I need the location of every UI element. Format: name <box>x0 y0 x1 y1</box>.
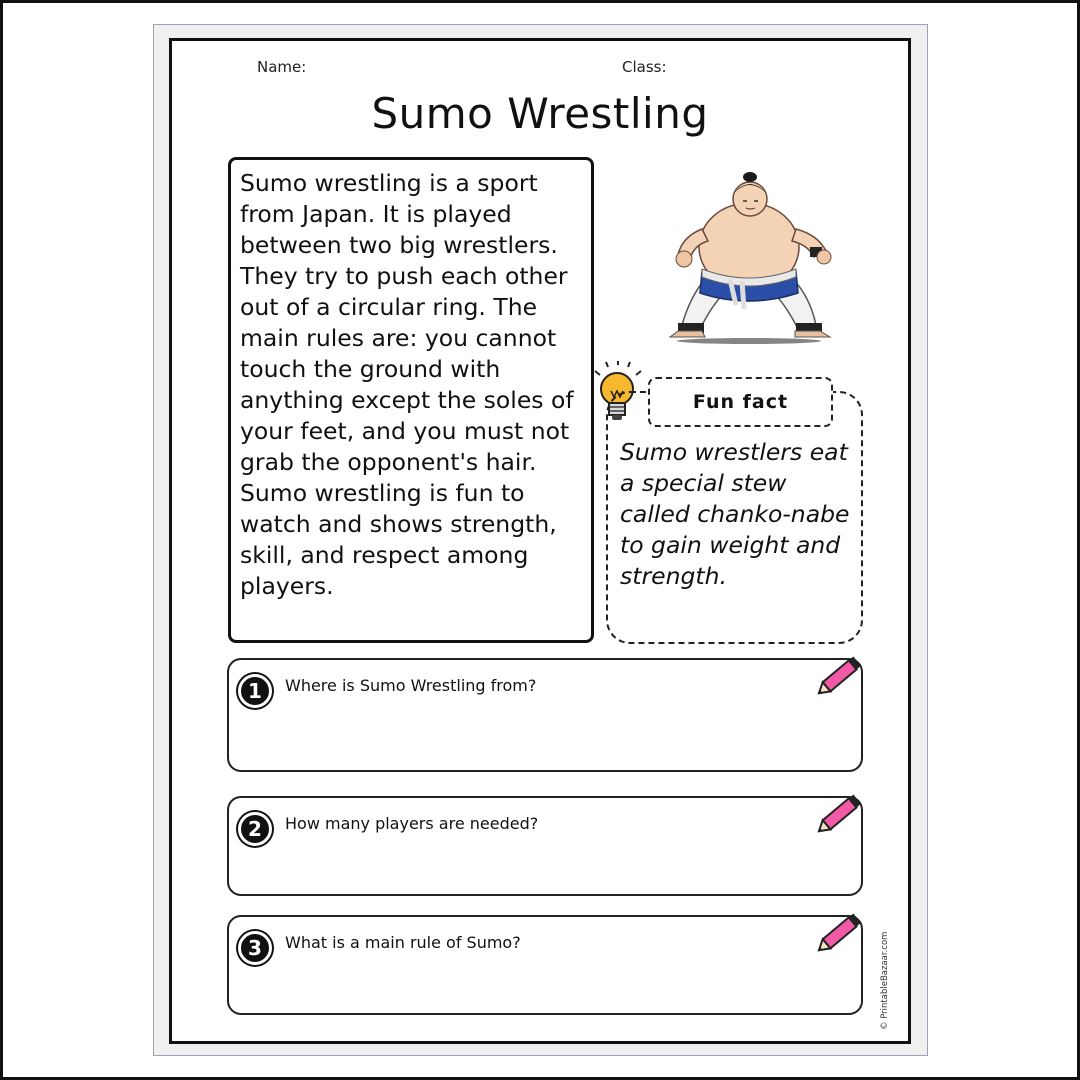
pencil-icon <box>813 790 869 838</box>
copyright-text: © PrintableBazaar.com <box>880 931 890 1030</box>
page-title: Sumo Wrestling <box>371 89 709 138</box>
question-box-3[interactable] <box>227 915 863 1015</box>
question-number-3: 3 <box>238 931 272 965</box>
question-box-2[interactable] <box>227 796 863 896</box>
worksheet-page <box>169 38 911 1044</box>
question-text-2: How many players are needed? <box>285 814 539 833</box>
sumo-wrestler-illustration <box>660 167 838 347</box>
fun-fact-text: Sumo wrestlers eat a special stew called chanko-nabe to gain weight and strength. <box>620 438 850 590</box>
name-label: Name: <box>257 58 307 76</box>
question-box-1[interactable] <box>227 658 863 772</box>
question-number-2: 2 <box>238 812 272 846</box>
question-text-1: Where is Sumo Wrestling from? <box>285 676 537 695</box>
pencil-icon <box>813 909 869 957</box>
pencil-icon <box>813 652 869 700</box>
question-number-1: 1 <box>238 674 272 708</box>
fun-fact-label: Fun fact <box>648 377 833 427</box>
class-label: Class: <box>622 58 667 76</box>
reading-passage: Sumo wrestling is a sport from Japan. It is played between two big wrestlers. They try to push each other out of a circular ring. The main rules are: you cannot touch the ground with anything except the soles of your feet, and you must not grab the opponent's hair. Sumo wrestling is fun to watch and shows strength, skill, and respect among players. <box>240 169 574 600</box>
question-text-3: What is a main rule of Sumo? <box>285 933 521 952</box>
reading-passage-box <box>228 157 594 643</box>
